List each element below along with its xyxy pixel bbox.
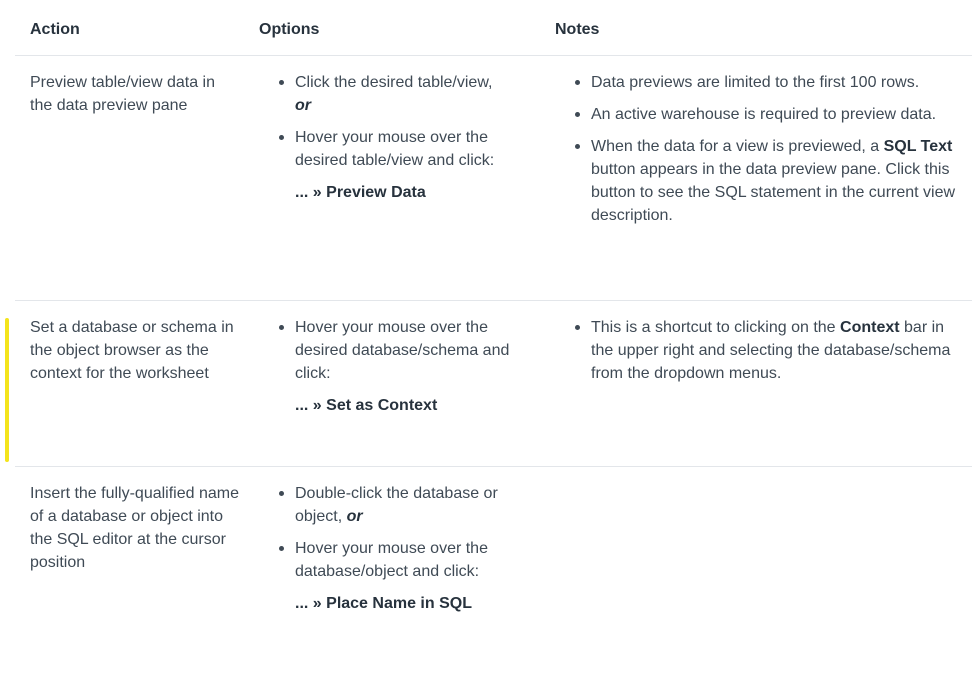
row-action-text: Set a database or schema in the object browser as the context for the worksheet <box>30 319 234 382</box>
table-header <box>15 0 972 56</box>
note-bold-text: Context <box>840 319 900 336</box>
row-action-text: Preview table/view data in the data preview pane <box>30 74 215 114</box>
table-row <box>15 467 972 681</box>
list-item <box>277 126 537 172</box>
bullet-icon <box>575 80 580 85</box>
header-action: Action <box>30 21 80 38</box>
list-item <box>573 71 958 94</box>
option-text: Hover your mouse over the desired table/view and click: <box>295 129 495 169</box>
option-text: Hover your mouse over the desired database/schema and click: <box>295 319 510 382</box>
bullet-icon <box>575 144 580 149</box>
list-item <box>277 482 537 528</box>
actions-table <box>15 0 972 681</box>
menu-path-prefix: ... » <box>295 184 322 201</box>
yellow-highlight-mark <box>5 318 9 462</box>
table-row <box>15 56 972 301</box>
bullet-icon <box>279 325 284 330</box>
list-item <box>277 537 537 583</box>
bullet-icon <box>575 325 580 330</box>
list-item <box>277 316 537 385</box>
bullet-icon <box>279 80 284 85</box>
header-options: Options <box>259 21 320 38</box>
note-bold-text: SQL Text <box>883 138 953 155</box>
bullet-icon <box>279 546 284 551</box>
menu-path-target: Set as Context <box>326 397 438 414</box>
menu-path <box>277 181 537 204</box>
list-item <box>573 135 958 227</box>
or-text: or <box>295 97 311 114</box>
list-item <box>573 103 958 126</box>
row-options <box>277 71 537 204</box>
row-options <box>277 482 537 615</box>
header-notes: Notes <box>555 21 600 38</box>
row-action-text: Insert the fully-qualified name of a database or object into the SQL editor at the cursor position <box>30 485 239 571</box>
list-item <box>573 316 958 385</box>
row-options <box>277 316 537 417</box>
bullet-icon <box>575 112 580 117</box>
bullet-icon <box>279 135 284 140</box>
menu-path-target: Place Name in SQL <box>326 595 472 612</box>
note-text: This is a shortcut to clicking on the <box>591 319 836 336</box>
note-text: An active warehouse is required to preview data. <box>591 106 937 123</box>
menu-path <box>277 394 537 417</box>
option-text: Hover your mouse over the database/object and click: <box>295 540 488 580</box>
list-item <box>277 71 537 117</box>
menu-path-target: Preview Data <box>326 184 426 201</box>
note-text: Data previews are limited to the first 100 rows. <box>591 74 920 91</box>
option-text: Double-click the database or object, <box>295 485 498 525</box>
note-text: button appears in the data preview pane. Click this button to see the SQL statement in the current view description. <box>591 161 956 224</box>
menu-path <box>277 592 537 615</box>
note-text: When the data for a view is previewed, a <box>591 138 880 155</box>
menu-path-prefix: ... » <box>295 397 322 414</box>
table-row <box>15 301 972 467</box>
note-text: bar in the upper right and selecting the database/schema from the dropdown menus. <box>591 319 951 382</box>
menu-path-prefix: ... » <box>295 595 322 612</box>
option-text: Click the desired table/view, <box>295 74 493 91</box>
row-notes <box>573 71 958 236</box>
or-text: or <box>346 508 363 525</box>
bullet-icon <box>279 491 284 496</box>
row-notes <box>573 316 958 394</box>
